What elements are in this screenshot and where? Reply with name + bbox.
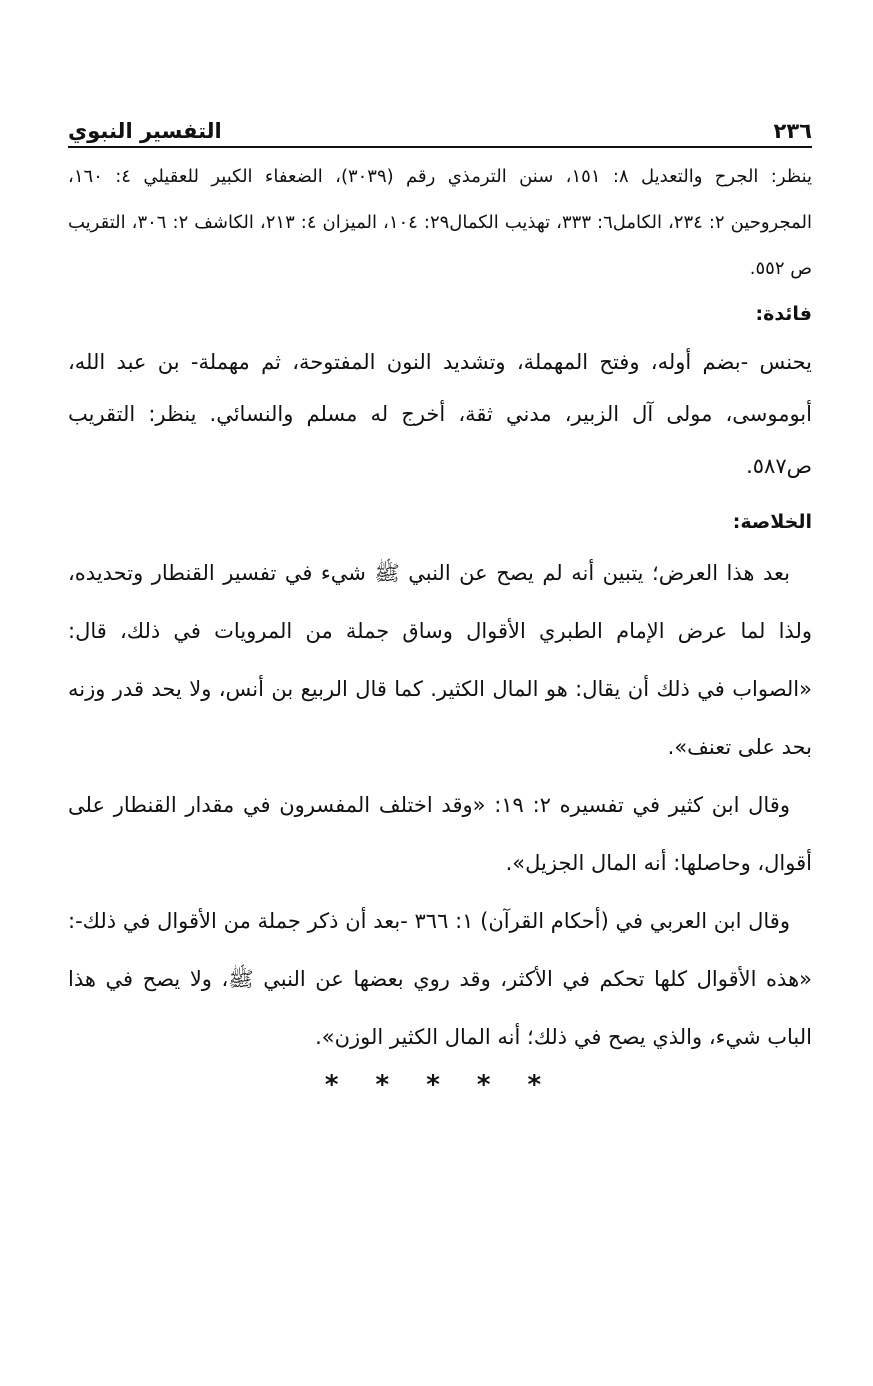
khulasa-heading: الخلاصة: (732, 511, 812, 533)
sources-note: ينظر: الجرح والتعديل ٨: ١٥١، سنن الترمذي رقم (٣٠٣٩)، الضعفاء الكبير للعقيلي ٤: ١٦٠، المجروحين ٢: ٢٣٤، الكامل٦: ٣٣٣، تهذيب الكمال٢٩: ١٠٤، الميزان ٤: ٢١٣، الكاشف ٢: ٣٠٦، التقريب ص ٥٥٢. (68, 166, 813, 279)
book-page (68, 112, 812, 1100)
book-title: التفسير النبوي (68, 119, 222, 143)
page-number: ٢٣٦ (773, 119, 812, 143)
section-divider: * * * * * (324, 1070, 556, 1100)
faida-text: يحنس -بضم أوله، وفتح المهملة، وتشديد النون المفتوحة، ثم مهملة- بن عبد الله، أبوموسى، مولى آل الزبير، مدني ثقة، أخرج له مسلم والنسائي. ينظر: التقريب ص٥٨٧. (68, 350, 812, 478)
khulasa-paragraph-1: بعد هذا العرض؛ يتبين أنه لم يصح عن النبي ﷺ شيء في تفسير القنطار وتحديده، ولذا لما عرض الإمام الطبري الأقوال وساق جملة من المرويات في ذلك، قال: «الصواب في ذلك أن يقال: هو المال الكثير. كما قال الربيع بن أنس، ولا يحد قدر وزنه بحد على تعنف». (68, 561, 812, 759)
khulasa-paragraph-2: وقال ابن كثير في تفسيره ٢: ١٩: «وقد اختلف المفسرون في مقدار القنطار على أقوال، وحاصلها: أنه المال الجزيل». (68, 793, 812, 875)
khulasa-paragraph-3: وقال ابن العربي في (أحكام القرآن) ١: ٣٦٦ -بعد أن ذكر جملة من الأقوال في ذلك-: «هذه الأقوال كلها تحكم في الأكثر، وقد روي بعضها عن النبي ﷺ، ولا يصح في هذا الباب شيء، والذي يصح في ذلك؛ أنه المال الكثير الوزن». (68, 909, 812, 1049)
faida-heading: فائدة: (755, 303, 812, 325)
page-header (68, 112, 812, 148)
